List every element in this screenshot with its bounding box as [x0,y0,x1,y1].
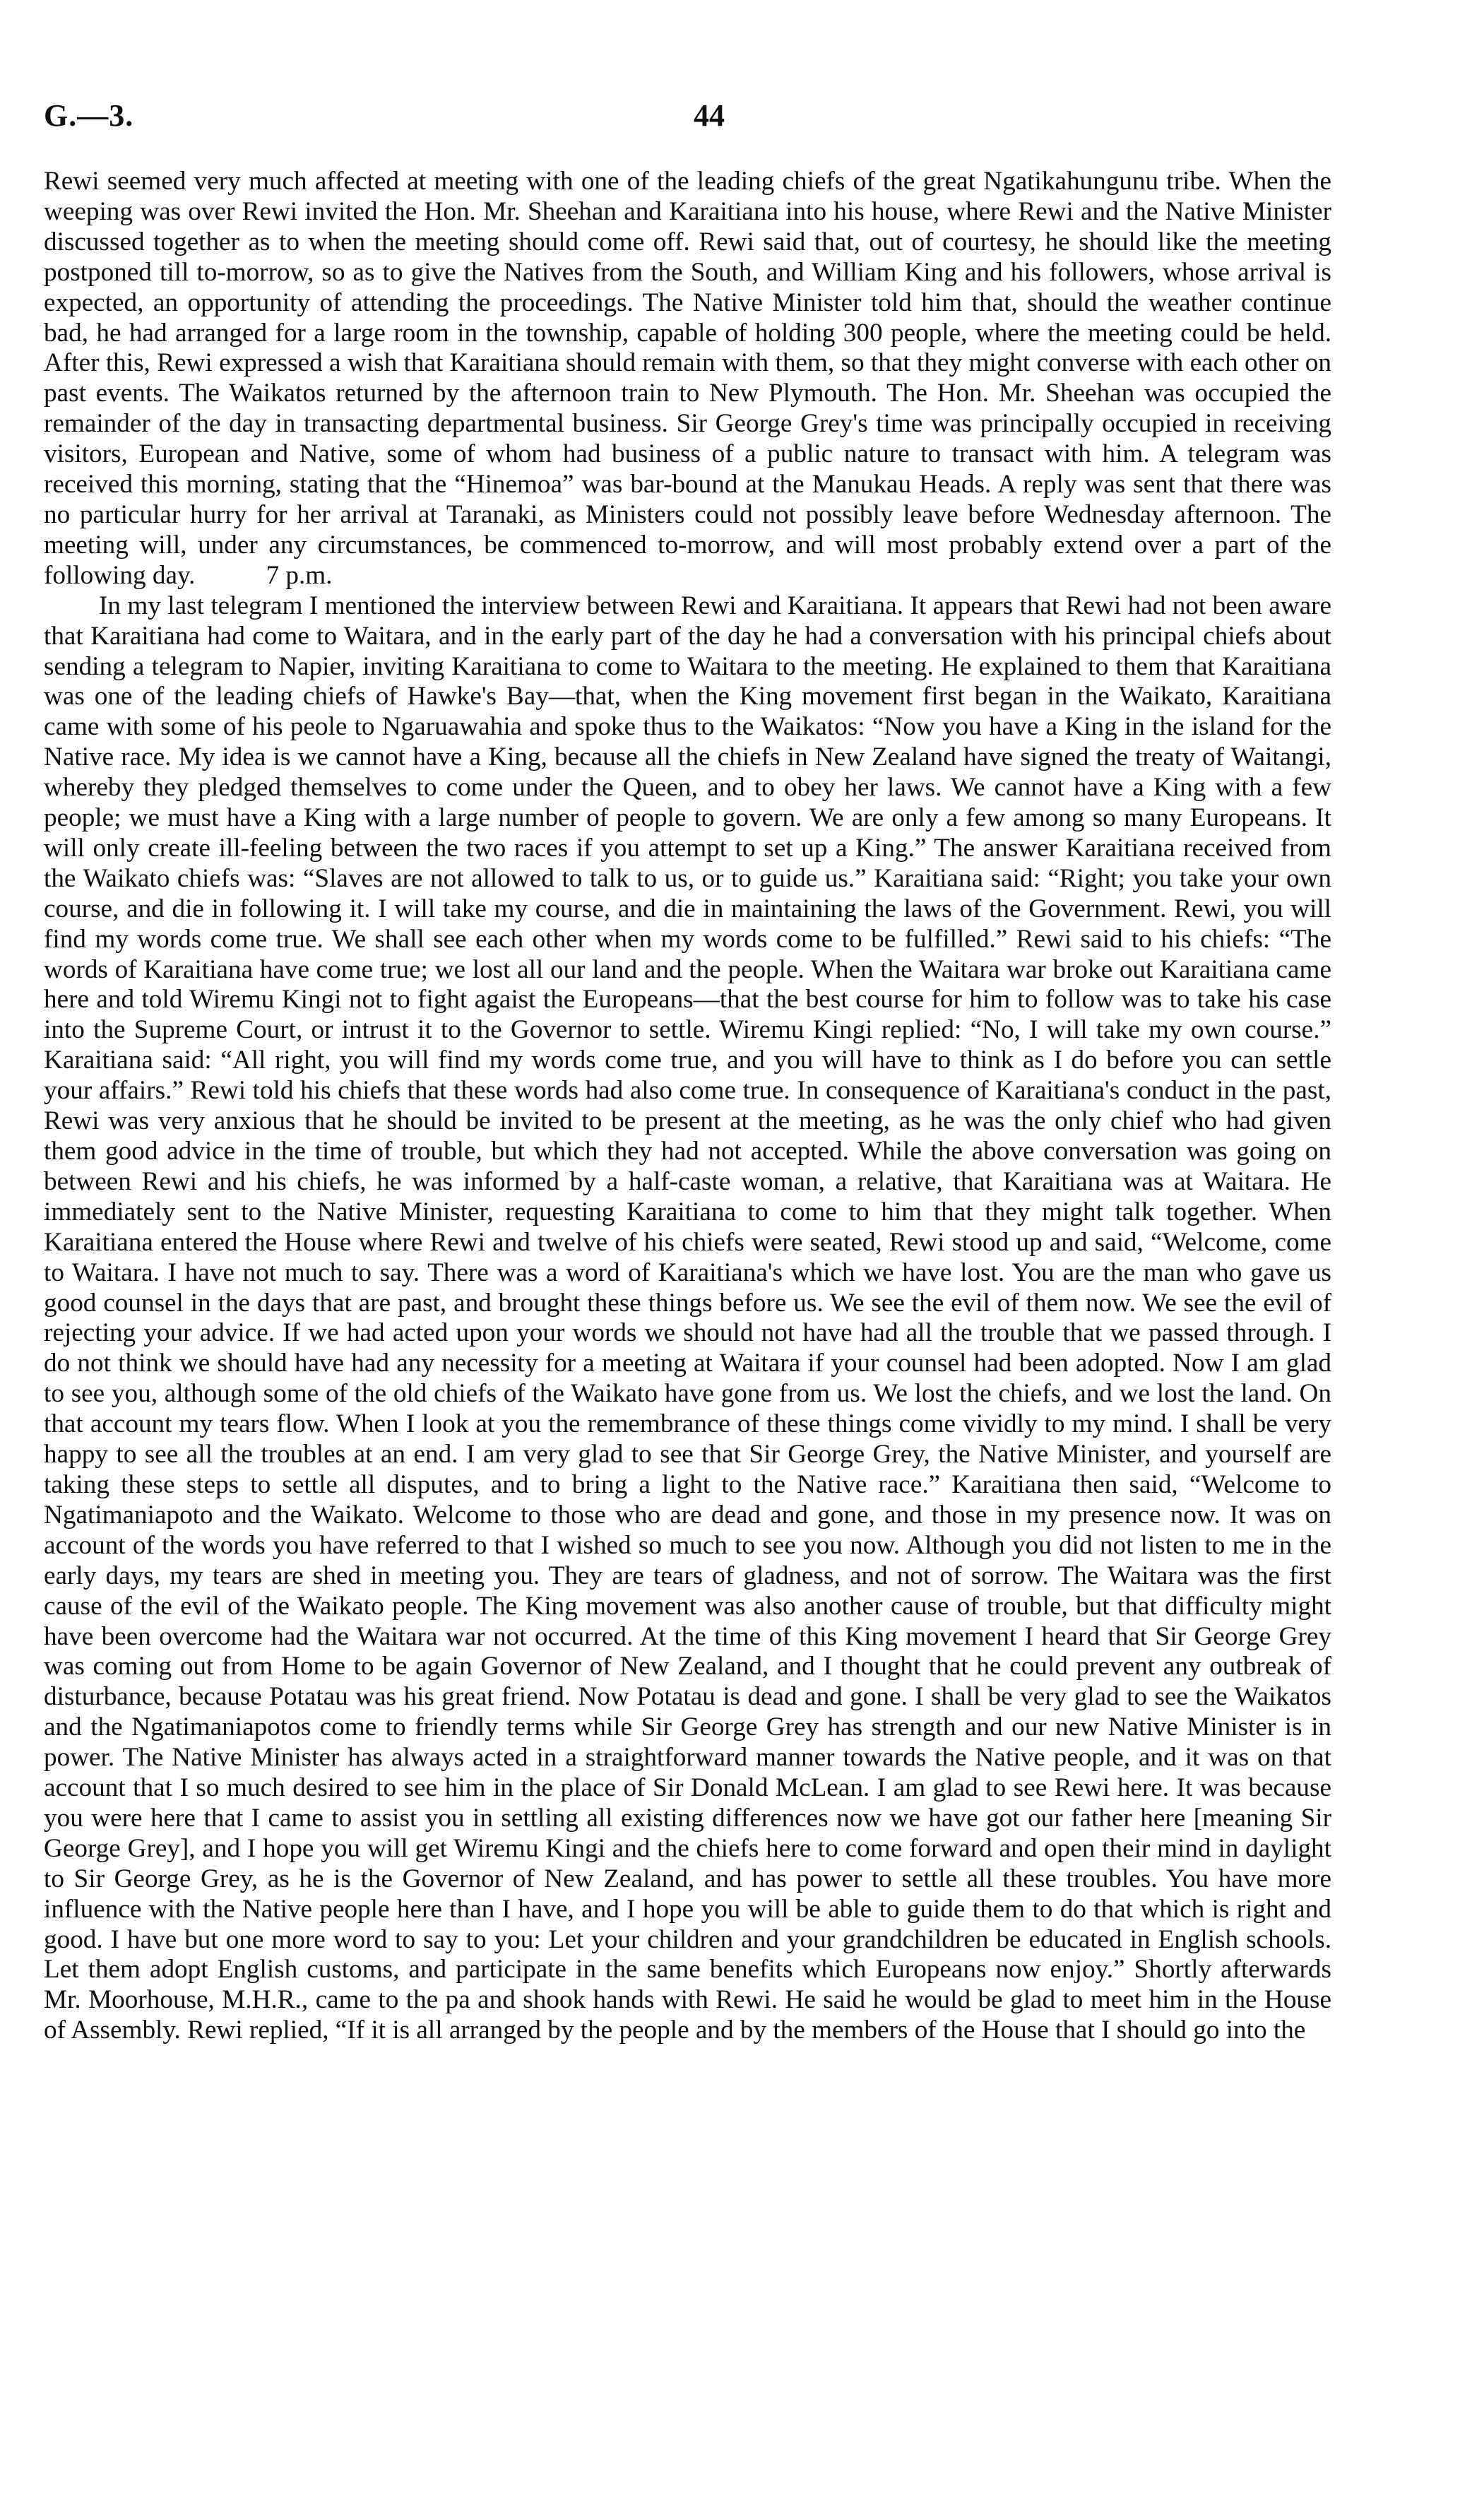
paragraph-1 [44,167,1331,591]
paragraph-1-time: 7 p.m. [266,560,333,590]
page-header [44,97,1329,140]
body-text [44,167,1331,2046]
paragraph-1-text: Rewi seemed very much affected at meeting with one of the leading chiefs of the great Ngatikahungunu tribe. When the weeping was over Rewi invited the Hon. Mr. Sheehan and Karaitiana into his house, where Rewi and the Native Minister discussed together as to when the meeting should come off. Rewi said that, out of courtesy, he should like the meeting postponed till to-morrow, so as to give the Natives from the South, and William King and his followers, whose arrival is expected, an opportunity of attending the proceedings. The Native Minister told him that, should the weather continue bad, he had arranged for a large room in the township, capable of holding 300 people, where the meeting could be held. After this, Rewi expressed a wish that Karaitiana should remain with them, so that they might converse with each other on past events. The Waikatos returned by the afternoon train to New Plymouth. The Hon. Mr. Sheehan was occupied the remainder of the day in transacting departmental business. Sir George Grey's time was principally occupied in receiving visitors, European and Native, some of whom had business of a public nature to transact with him. A telegram was received this morning, stating that the “Hinemoa” was bar-bound at the Manukau Heads. A reply was sent that there was no particular hurry for her arrival at Taranaki, as Ministers could not possibly leave before Wednesday afternoon. The meeting will, under any circumstances, be commenced to-morrow, and will most probably extend over a part of the following day. [44,167,1331,590]
document-reference: G.—3. [44,98,134,133]
page-number: 44 [694,98,725,133]
paragraph-2: In my last telegram I mentioned the interview between Rewi and Karaitiana. It appears that Rewi had not been aware that Karaitiana had come to Waitara, and in the early part of the day he had a conversation with his principal chiefs about sending a telegram to Napier, inviting Karaitiana to come to Waitara to the meeting. He explained to them that Karaitiana was one of the leading chiefs of Hawke's Bay—that, when the King movement first began in the Waikato, Karaitiana came with some of his peole to Ngaruawahia and spoke thus to the Waikatos: “Now you have a King in the island for the Native race. My idea is we cannot have a King, because all the chiefs in New Zealand have signed the treaty of Waitangi, whereby they pledged themselves to come under the Queen, and to obey her laws. We cannot have a King with a few people; we must have a King with a large number of people to govern. We are only a few among so many Europeans. It will only create ill-feeling between the two races if you attempt to set up a King.” The answer Karaitiana received from the Waikato chiefs was: “Slaves are not allowed to talk to us, or to guide us.” Karaitiana said: “Right; you take your own course, and die in following it. I will take my course, and die in maintaining the laws of the Government. Rewi, you will find my words come true. We shall see each other when my words come to be fulfilled.” Rewi said to his chiefs: “The words of Karaitiana have come true; we lost all our land and the people. When the Waitara war broke out Karaitiana came here and told Wiremu Kingi not to fight agaist the Europeans—that the best course for him to follow was to take his case into the Supreme Court, or intrust it to the Governor to settle. Wiremu Kingi replied: “No, I will take my own course.” Karaitiana said: “All right, you will find my words come true, and you will have to think as I do before you can settle your affairs.” Rewi told his chiefs that these words had also come true. In consequence of Karaitiana's conduct in the past, Rewi was very anxious that he should be invited to be present at the meeting, as he was the only chief who had given them good advice in the time of trouble, but which they had not accepted. While the above conversation was going on between Rewi and his chiefs, he was informed by a half-caste woman, a relative, that Karaitiana was at Waitara. He immediately sent to the Native Minister, requesting Karaitiana to come to him that they might talk together. When Karaitiana entered the House where Rewi and twelve of his chiefs were seated, Rewi stood up and said, “Welcome, come to Waitara. I have not much to say. There was a word of Karaitiana's which we have lost. You are the man who gave us good counsel in the days that are past, and brought these things before us. We see the evil of them now. We see the evil of rejecting your advice. If we had acted upon your words we should not have had all the trouble that we passed through. I do not think we should have had any necessity for a meeting at Waitara if your counsel had been adopted. Now I am glad to see you, although some of the old chiefs of the Waikato have gone from us. We lost the chiefs, and we lost the land. On that account my tears flow. When I look at you the remembrance of these things come vividly to my mind. I shall be very happy to see all the troubles at an end. I am very glad to see that Sir George Grey, the Native Minister, and yourself are taking these steps to settle all disputes, and to bring a light to the Native race.” Karaitiana then said, “Welcome to Ngatimaniapoto and the Waikato. Welcome to those who are dead and gone, and those in my presence now. It was on account of the words you have referred to that I wished so much to see you now. Although you did not listen to me in the early days, my tears are shed in meeting you. They are tears of gladness, and not of sorrow. The Waitara was the first cause of the evil of the Waikato people. The King movement was also another cause of trouble, but that difficulty might have been overcome had the Waitara war not occurred. At the time of this King movement I heard that Sir George Grey was coming out from Home to be again Governor of New Zealand, and I thought that he could prevent any outbreak of disturbance, because Potatau was his great friend. Now Potatau is dead and gone. I shall be very glad to see the Waikatos and the Ngatimaniapotos come to friendly terms while Sir George Grey has strength and our new Native Minister is in power. The Native Minister has always acted in a straightforward manner towards the Native people, and it was on that account that I so much desired to see him in the place of Sir Donald McLean. I am glad to see Rewi here. It was because you were here that I came to assist you in settling all existing differences now we have got our father here [meaning Sir George Grey], and I hope you will get Wiremu Kingi and the chiefs here to come forward and open their mind in daylight to Sir George Grey, as he is the Governor of New Zealand, and has power to settle all these troubles. You have more influence with the Native people here than I have, and I hope you will be able to guide them to do that which is right and good. I have but one more word to say to you: Let your children and your grandchildren be educated in English schools. Let them adopt English customs, and participate in the same benefits which Europeans now enjoy.” Shortly afterwards Mr. Moorhouse, M.H.R., came to the pa and shook hands with Rewi. He said he would be glad to meet him in the House of Assembly. Rewi replied, “If it is all arranged by the people and by the members of the House that I should go into the [44,591,1331,2045]
